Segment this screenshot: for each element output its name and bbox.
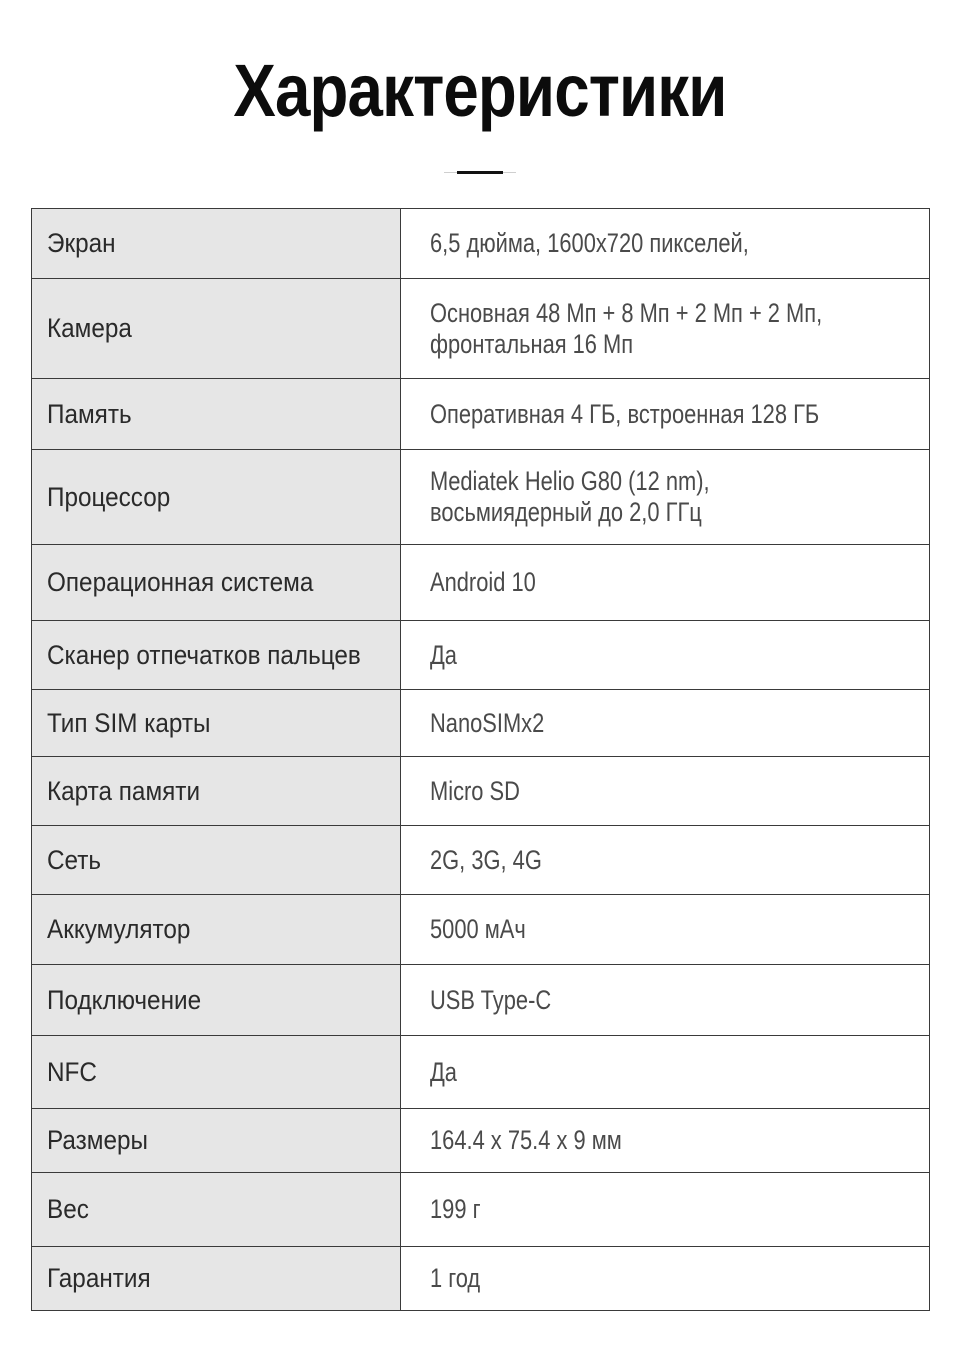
- spec-value-cell: [401, 1036, 930, 1109]
- spec-value-line: Mediatek Helio G80 (12 nm),: [430, 466, 710, 496]
- spec-label: Тип SIM карты: [47, 707, 211, 738]
- spec-value: [430, 1194, 486, 1225]
- spec-value-line: 1 год: [430, 1263, 481, 1293]
- spec-label: Гарантия: [47, 1263, 151, 1293]
- spec-value: [430, 1263, 486, 1294]
- spec-value-cell: [401, 450, 930, 545]
- spec-row: [32, 1109, 930, 1173]
- spec-label: Вес: [47, 1194, 89, 1224]
- spec-value: [430, 399, 863, 430]
- spec-value: [430, 708, 557, 739]
- spec-value-line: NanoSIMx2: [430, 707, 545, 738]
- spec-label: Сеть: [47, 844, 102, 875]
- spec-row: [32, 450, 930, 545]
- spec-row: [32, 895, 930, 965]
- spec-value-cell: [401, 379, 930, 450]
- spec-value-line: фронтальная 16 Мп: [430, 328, 634, 359]
- spec-value: [430, 640, 460, 671]
- spec-value: [430, 914, 536, 945]
- spec-value-line: восьмиядерный до 2,0 ГГц: [430, 497, 702, 527]
- spec-value: [430, 567, 548, 598]
- spec-row: [32, 757, 930, 826]
- spec-label: Операционная система: [47, 567, 314, 597]
- spec-value-line: 199 г: [430, 1194, 481, 1224]
- spec-label: Процессор: [47, 481, 171, 512]
- spec-label-cell: [32, 379, 401, 450]
- spec-label-cell: [32, 279, 401, 379]
- spec-value-cell: [401, 1109, 930, 1173]
- spec-label-cell: [32, 450, 401, 545]
- spec-value: [430, 1057, 460, 1088]
- spec-label-cell: [32, 1109, 401, 1173]
- spec-table-body: [32, 209, 930, 1311]
- spec-label-cell: [32, 1036, 401, 1109]
- spec-label-cell: [32, 1247, 401, 1311]
- spec-row: [32, 1036, 930, 1109]
- spec-value: [430, 466, 741, 528]
- spec-row: [32, 826, 930, 895]
- spec-label-cell: [32, 895, 401, 965]
- spec-value-cell: [401, 826, 930, 895]
- spec-row: [32, 279, 930, 379]
- spec-value: [430, 228, 784, 259]
- spec-value: [430, 845, 554, 876]
- spec-row: [32, 965, 930, 1036]
- spec-label: Подключение: [47, 984, 202, 1015]
- spec-value-line: 164.4 x 75.4 x 9 мм: [430, 1125, 622, 1155]
- spec-value-cell: [401, 690, 930, 757]
- spec-value-cell: [401, 279, 930, 379]
- spec-value-line: USB Type-C: [430, 984, 552, 1015]
- spec-label: Сканер отпечатков пальцев: [47, 639, 361, 670]
- spec-label-cell: [32, 209, 401, 279]
- spec-value: [430, 298, 866, 360]
- spec-row: [32, 1173, 930, 1247]
- spec-value-cell: [401, 545, 930, 621]
- spec-value-line: Да: [430, 1056, 457, 1087]
- spec-value-line: 2G, 3G, 4G: [430, 844, 542, 875]
- spec-value-cell: [401, 895, 930, 965]
- spec-value-cell: [401, 965, 930, 1036]
- spec-row: [32, 545, 930, 621]
- title-divider-accent: [457, 171, 503, 174]
- spec-label: Размеры: [47, 1125, 148, 1155]
- spec-value-cell: [401, 1247, 930, 1311]
- spec-value-line: Основная 48 Мп + 8 Мп + 2 Мп + 2 Мп,: [430, 297, 823, 328]
- spec-label: Аккумулятор: [47, 914, 191, 944]
- spec-table: [31, 208, 930, 1311]
- spec-value-line: Micro SD: [430, 775, 520, 806]
- page-title: Характеристики: [233, 49, 727, 132]
- spec-row: [32, 379, 930, 450]
- spec-value-cell: [401, 621, 930, 690]
- spec-label-cell: [32, 1173, 401, 1247]
- spec-value-cell: [401, 757, 930, 826]
- spec-value-cell: [401, 1173, 930, 1247]
- spec-value: [430, 985, 565, 1016]
- spec-row: [32, 621, 930, 690]
- spec-label-cell: [32, 690, 401, 757]
- spec-value: [430, 776, 530, 807]
- spec-value: [430, 1125, 643, 1156]
- spec-label: Экран: [47, 228, 116, 258]
- spec-value-line: Android 10: [430, 567, 536, 597]
- spec-row: [32, 690, 930, 757]
- spec-label: Камера: [47, 313, 132, 343]
- spec-label: NFC: [47, 1056, 97, 1087]
- spec-row: [32, 209, 930, 279]
- spec-value-cell: [401, 209, 930, 279]
- spec-label-cell: [32, 757, 401, 826]
- spec-value-line: 5000 мАч: [430, 914, 526, 944]
- spec-label-cell: [32, 545, 401, 621]
- spec-value-line: Оперативная 4 ГБ, встроенная 128 ГБ: [430, 398, 820, 429]
- spec-label-cell: [32, 965, 401, 1036]
- spec-row: [32, 1247, 930, 1311]
- spec-value-line: 6,5 дюйма, 1600x720 пикселей,: [430, 228, 749, 258]
- spec-label: Память: [47, 398, 132, 429]
- spec-label-cell: [32, 621, 401, 690]
- spec-value-line: Да: [430, 639, 457, 670]
- spec-label: Карта памяти: [47, 775, 201, 806]
- spec-label-cell: [32, 826, 401, 895]
